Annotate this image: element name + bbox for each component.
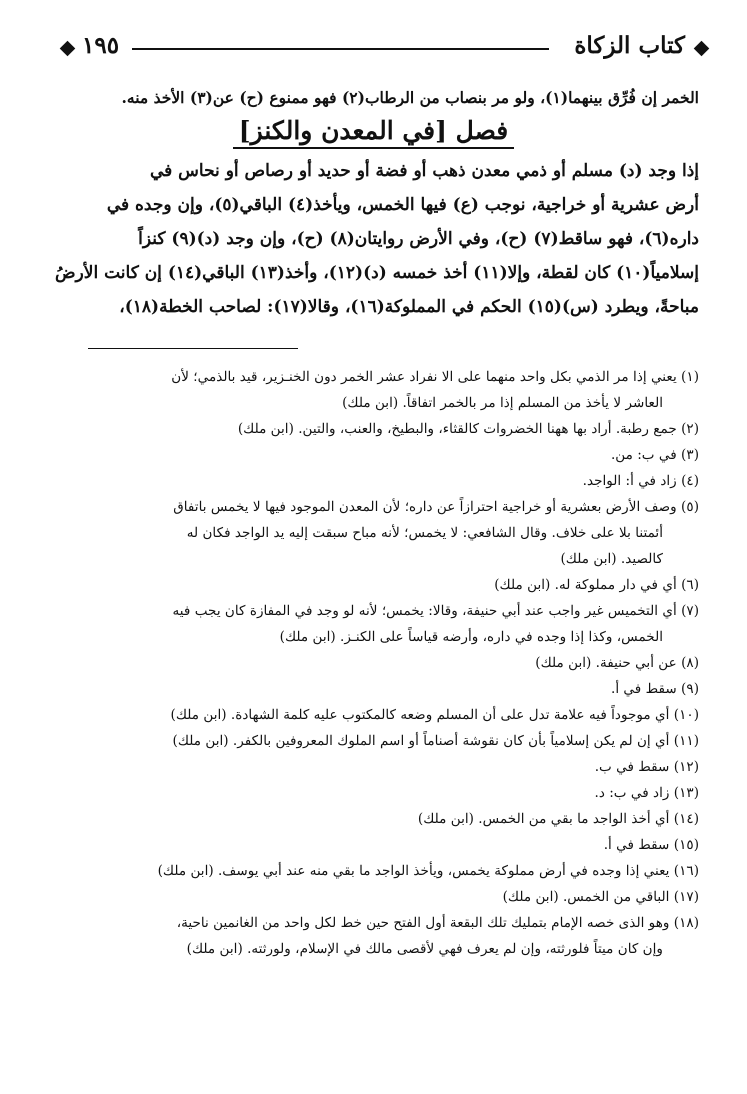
footnote-line: (١٥) سقط في أ.	[603, 837, 699, 853]
footnotes	[37, 364, 699, 962]
footnote-continuation: العاشر لا يأخذ من المسلم إذا مر بالخمر اتفاقاً. (ابن ملك)	[342, 395, 663, 411]
footnote-continuation: وإن كان ميتاً فلورثته، وإن لم يعرف فهي لأقصى مالك في الإسلام، ولورثته. (ابن ملك)	[186, 941, 663, 957]
page-header	[62, 32, 707, 66]
footnote-divider	[88, 348, 298, 349]
footnote-continuation: كالصيد. (ابن ملك)	[560, 551, 663, 567]
text-line: أرض عشرية أو خراجية، نوجب (ع) فيها الخمس، ويأخذ(٤) الباقي(٥)، وإن وجده في	[106, 195, 699, 215]
footnote-line: (١٠) أي موجوداً فيه علامة تدل على أن المسلم وضعه كالمكتوب عليه كلمة الشهادة. (ابن ملك)	[170, 707, 699, 723]
section-heading	[0, 116, 747, 149]
footnote-line: (٣) في ب: من.	[610, 447, 699, 463]
footnote-line: (١٤) أي أخذ الواجد ما بقي من الخمس. (ابن ملك)	[417, 811, 699, 827]
text-line: داره(٦)، فهو ساقط(٧) (ح)، وفي الأرض روايتان(٨) (ح)، وإن وجد (د)(٩) كنزاً	[138, 229, 699, 249]
footnote-line: (١٦) يعني إذا وجده في أرض مملوكة يخمس، ويأخذ الواجد ما بقي منه عند أبي يوسف. (ابن ملك)	[157, 863, 699, 879]
diamond-ornament-icon	[694, 41, 710, 57]
text-line: مباحةً، ويطرد (س)(١٥) الحكم في المملوكة(١٦)، وقالا(١٧): لصاحب الخطة(١٨)،	[119, 297, 699, 317]
header-rule	[132, 48, 549, 50]
section-heading-text: فصل [في المعدن والكنز]	[233, 116, 514, 149]
footnote-line: (١٣) زاد في ب: د.	[594, 785, 699, 801]
footnote-line: (١) يعني إذا مر الذمي بكل واحد منهما على الا نفراد عشر الخمر دون الخنـزير، قيد بالذمي؛ لأن	[171, 369, 699, 385]
footnote-continuation: أئمتنا بلا على خلاف. وقال الشافعي: لا يخمس؛ لأنه مباح سبقت إليه يد الواجد فكان له	[186, 525, 663, 541]
footnote-line: (٩) سقط في أ.	[611, 681, 699, 697]
footnote-line: (٢) جمع رطبة. أراد بها ههنا الخضروات كالقثاء، والبطيخ، والعنب، والتين. (ابن ملك)	[237, 421, 699, 437]
footnote-line: (٧) أي التخميس غير واجب عند أبي حنيفة، وقالا: يخمس؛ لأنه لو وجد في المفازة كان يجب فيه	[172, 603, 699, 619]
chapter-title: كتاب الزكاة	[574, 32, 685, 59]
footnote-line: (١٢) سقط في ب.	[594, 759, 699, 775]
footnote-line: (٤) زاد في أ: الواجد.	[582, 473, 699, 489]
footnote-continuation: الخمس، وكذا إذا وجده في داره، وأرضه قياساً على الكنـز. (ابن ملك)	[279, 629, 663, 645]
diamond-ornament-icon	[60, 41, 76, 57]
main-text	[39, 154, 699, 324]
footnote-line: (١٨) وهو الذى خصه الإمام بتمليك تلك البقعة أول الفتح حين خط لكل واحد من الغانمين ناحية،	[176, 915, 699, 931]
footnote-line: (٨) عن أبي حنيفة. (ابن ملك)	[535, 655, 699, 671]
intro-line: الخمر إن فُرِّق بينهما(١)، ولو مر بنصاب من الرطاب(٢) فهو ممنوع (ح) عن(٣) الأخذ منه.	[121, 88, 699, 107]
footnote-line: (١٧) الباقي من الخمس. (ابن ملك)	[502, 889, 699, 905]
footnote-line: (١١) أي إن لم يكن إسلامياً بأن كان نقوشة أصناماً أو اسم الملوك المعروفين بالكفر. (ابن ملك)	[172, 733, 699, 749]
footnote-line: (٦) أي في دار مملوكة له. (ابن ملك)	[494, 577, 699, 593]
footnote-line: (٥) وصف الأرض بعشرية أو خراجية احترازاً عن داره؛ لأن المعدن الموجود فيها لا يخمس باتفاق	[173, 499, 699, 515]
text-line: إسلامياً(١٠) كان لقطة، وإلا(١١) أخذ خمسه (د)(١٢)، وأخذ(١٣) الباقي(١٤) إن كانت الأرضُ	[54, 263, 699, 283]
text-line: إذا وجد (د) مسلم أو ذمي معدن ذهب أو فضة أو حديد أو رصاص أو نحاس في	[149, 161, 699, 181]
page-number: ١٩٥	[82, 32, 120, 59]
